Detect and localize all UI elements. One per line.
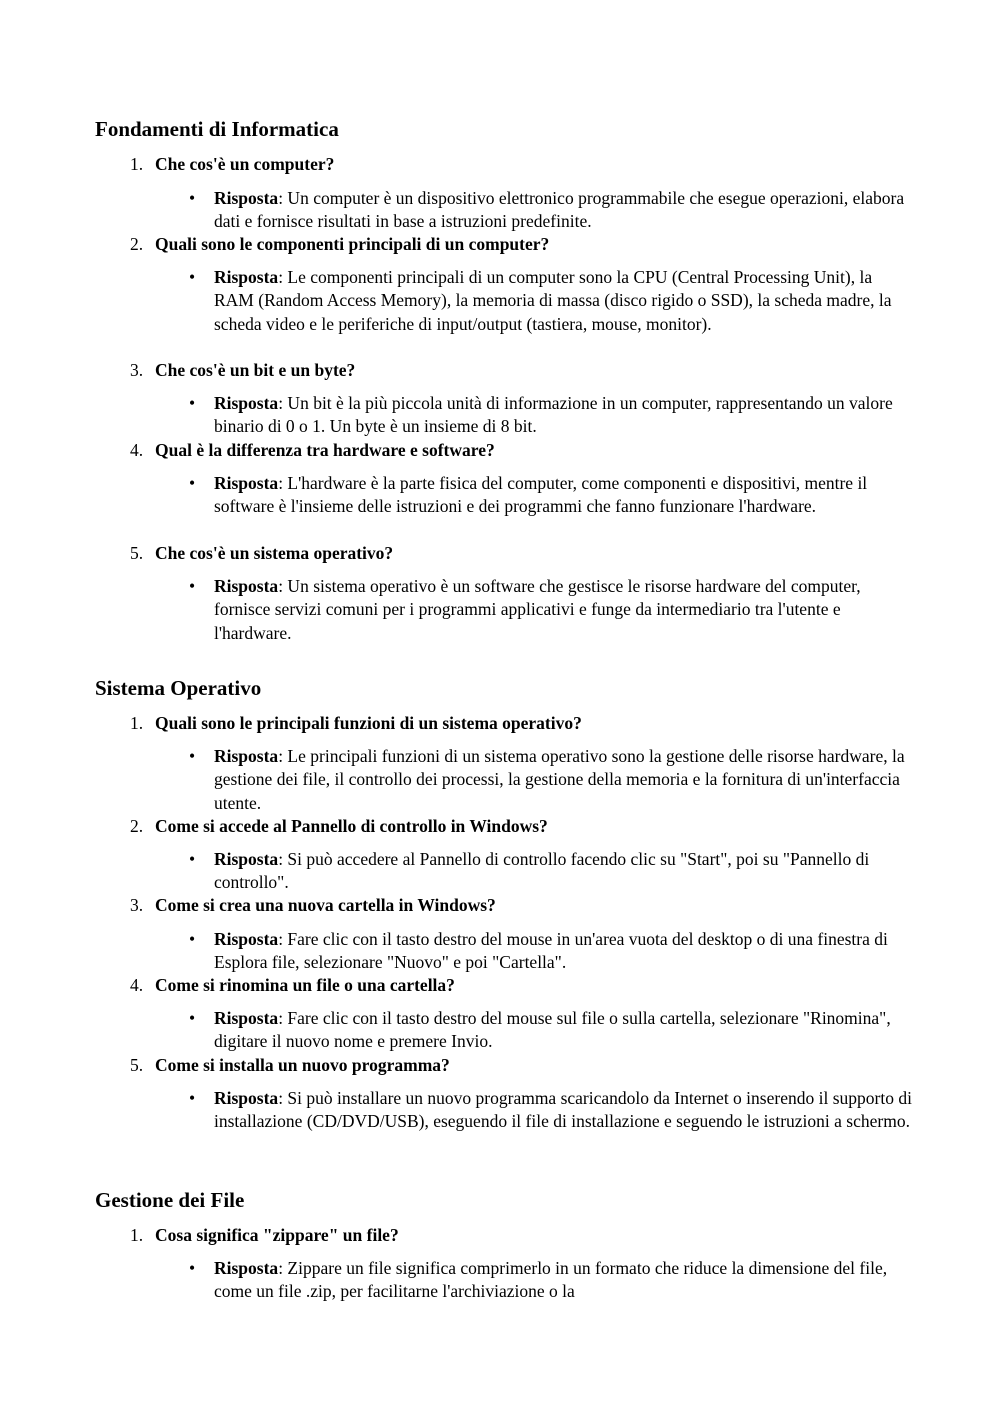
answer-body — [214, 187, 914, 234]
question-number: 1. — [130, 1225, 144, 1245]
question-number: 4. — [130, 440, 144, 460]
answer-label: Risposta — [214, 1008, 279, 1028]
answer-body — [214, 1087, 914, 1134]
answer-body — [214, 1257, 914, 1304]
bullet-icon: • — [189, 1008, 196, 1028]
question-text: Come si accede al Pannello di controllo in Windows? — [155, 816, 548, 836]
bullet-icon: • — [189, 929, 196, 949]
answer-body — [214, 392, 914, 439]
answer-body — [214, 928, 914, 975]
answer-text: : Zippare un file significa comprimerlo in un formato che riduce la dimensione del file, come un file .zip, per facilitarne l'archiviazione o la — [214, 1258, 888, 1302]
section-title: Gestione dei File — [95, 1188, 245, 1212]
question-text: Come si crea una nuova cartella in Windows? — [155, 895, 496, 915]
answer-text: : Si può accedere al Pannello di controllo facendo clic su "Start", poi su "Pannello di controllo". — [214, 849, 870, 893]
answer-body — [214, 575, 914, 645]
bullet-icon: • — [189, 473, 196, 493]
question-text: Quali sono le principali funzioni di un sistema operativo? — [155, 713, 582, 733]
question-number: 2. — [130, 234, 144, 254]
bullet-icon: • — [189, 576, 196, 596]
question-number: 2. — [130, 816, 144, 836]
question-text: Cosa significa "zippare" un file? — [155, 1225, 399, 1245]
answer-label: Risposta — [214, 746, 279, 766]
bullet-icon: • — [189, 188, 196, 208]
question-number: 5. — [130, 543, 144, 563]
question-text: Come si installa un nuovo programma? — [155, 1055, 450, 1075]
question-number: 3. — [130, 360, 144, 380]
answer-label: Risposta — [214, 267, 279, 287]
answer-label: Risposta — [214, 929, 279, 949]
answer-text: : Si può installare un nuovo programma scaricandolo da Internet o inserendo il supporto di installazione (CD/DVD/USB), eseguendo il file di installazione e seguendo le istruzioni a schermo. — [214, 1088, 912, 1132]
answer-text: : Un sistema operativo è un software che gestisce le risorse hardware del computer, fornisce servizi comuni per i programmi applicativi e funge da intermediario tra l'utente e l'hardware. — [214, 576, 861, 643]
answer-body — [214, 266, 914, 336]
section-title: Sistema Operativo — [95, 676, 262, 700]
answer-text: : L'hardware è la parte fisica del computer, come componenti e dispositivi, mentre il software è l'insieme delle istruzioni e dei programmi che fanno funzionare l'hardware. — [214, 473, 868, 517]
answer-label: Risposta — [214, 188, 279, 208]
answer-body — [214, 848, 914, 895]
question-number: 5. — [130, 1055, 144, 1075]
answer-label: Risposta — [214, 1258, 279, 1278]
answer-label: Risposta — [214, 393, 279, 413]
question-text: Che cos'è un bit e un byte? — [155, 360, 356, 380]
question-number: 1. — [130, 154, 144, 174]
bullet-icon: • — [189, 1258, 196, 1278]
answer-label: Risposta — [214, 473, 279, 493]
answer-text: : Le principali funzioni di un sistema operativo sono la gestione delle risorse hardware, la gestione dei file, il controllo dei processi, la gestione della memoria e la fornitura di un'interfaccia utente. — [214, 746, 905, 813]
question-text: Come si rinomina un file o una cartella? — [155, 975, 455, 995]
answer-label: Risposta — [214, 849, 279, 869]
answer-body — [214, 745, 914, 815]
bullet-icon: • — [189, 1088, 196, 1108]
question-number: 4. — [130, 975, 144, 995]
answer-body — [214, 1007, 914, 1054]
answer-text: : Fare clic con il tasto destro del mouse in un'area vuota del desktop o di una finestra di Esplora file, selezionare "Nuovo" e poi "Cartella". — [214, 929, 888, 973]
bullet-icon: • — [189, 267, 196, 287]
section-title: Fondamenti di Informatica — [95, 117, 339, 141]
answer-text: : Un computer è un dispositivo elettronico programmabile che esegue operazioni, elabora dati e fornisce risultati in base a istruzioni predefinite. — [214, 188, 905, 232]
question-text: Che cos'è un sistema operativo? — [155, 543, 394, 563]
answer-text: : Le componenti principali di un computer sono la CPU (Central Processing Unit), la RAM (Random Access Memory), la memoria di massa (disco rigido o SSD), la scheda madre, la scheda video e le periferiche di input/output (tastiera, mouse, monitor). — [214, 267, 892, 334]
answer-text: : Fare clic con il tasto destro del mouse sul file o sulla cartella, selezionare "Rinomina", digitare il nuovo nome e premere Invio. — [214, 1008, 891, 1052]
bullet-icon: • — [189, 746, 196, 766]
question-text: Quali sono le componenti principali di un computer? — [155, 234, 550, 254]
question-number: 3. — [130, 895, 144, 915]
answer-text: : Un bit è la più piccola unità di informazione in un computer, rappresentando un valore binario di 0 o 1. Un byte è un insieme di 8 bit. — [214, 393, 893, 437]
answer-label: Risposta — [214, 576, 279, 596]
bullet-icon: • — [189, 393, 196, 413]
bullet-icon: • — [189, 849, 196, 869]
question-text: Che cos'è un computer? — [155, 154, 335, 174]
question-text: Qual è la differenza tra hardware e software? — [155, 440, 495, 460]
question-number: 1. — [130, 713, 144, 733]
answer-label: Risposta — [214, 1088, 279, 1108]
answer-body — [214, 472, 914, 519]
